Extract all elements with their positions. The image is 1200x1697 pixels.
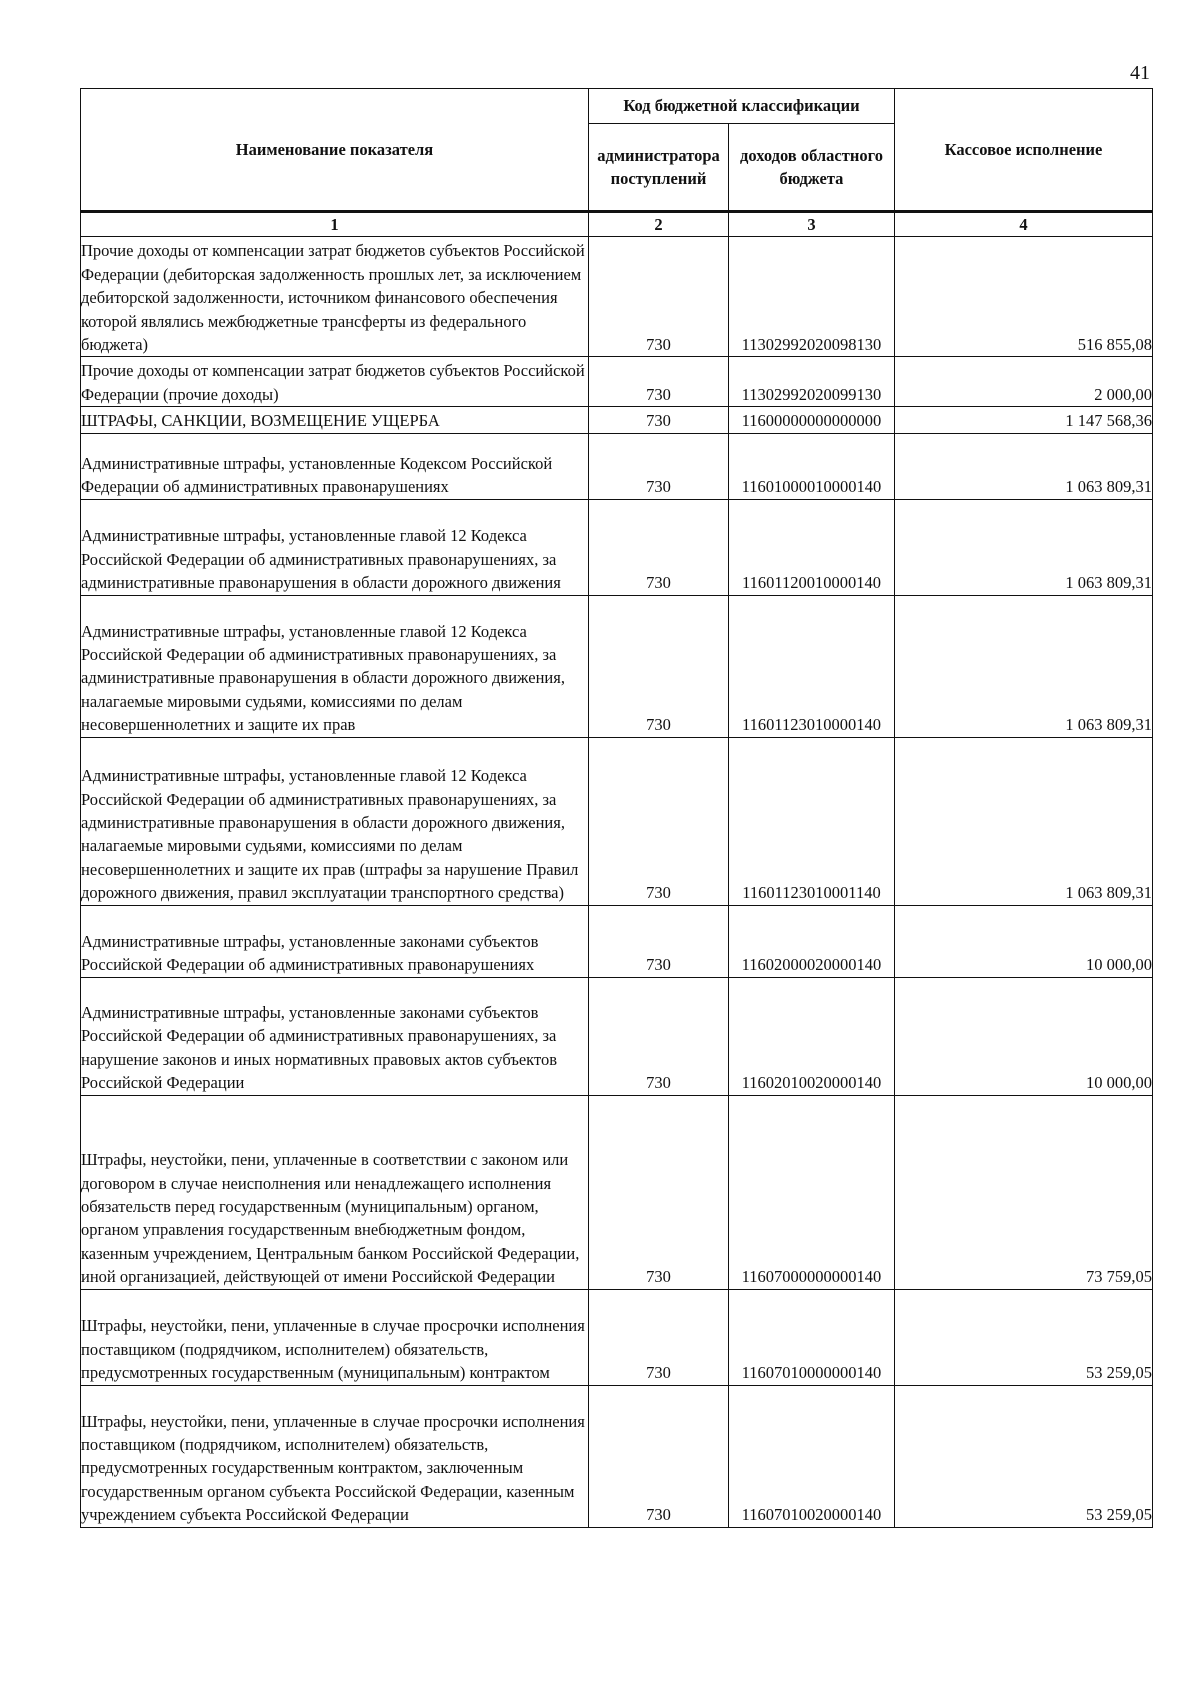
table-row [81, 499, 1153, 595]
row-amount: 1 063 809,31 [895, 499, 1153, 595]
row-name: Административные штрафы, установленные законами субъектов Российской Федерации об административных правонарушениях, за нарушение законов и иных нормативных правовых актов субъектов Российской Федерации [81, 977, 589, 1095]
row-revenue-code: 11601000010000140 [729, 433, 895, 499]
table-row [81, 905, 1153, 977]
row-amount: 1 063 809,31 [895, 595, 1153, 737]
header-revenue-administrator: администратора поступлений [589, 124, 729, 212]
page-number: 41 [1130, 62, 1150, 84]
row-admin-code: 730 [589, 433, 729, 499]
row-name: Административные штрафы, установленные главой 12 Кодекса Российской Федерации об административных правонарушениях, за административные правонарушения в области дорожного движения, налагаемые мировыми судьями, комиссиями по делам несовершеннолетних и защите их прав [81, 595, 589, 737]
table-row [81, 595, 1153, 737]
row-amount: 1 147 568,36 [895, 407, 1153, 433]
row-revenue-code: 11600000000000000 [729, 407, 895, 433]
row-revenue-code: 11601120010000140 [729, 499, 895, 595]
row-name: Административные штрафы, установленные главой 12 Кодекса Российской Федерации об административных правонарушениях, за административные правонарушения в области дорожного движения [81, 499, 589, 595]
table-row [81, 357, 1153, 407]
row-admin-code: 730 [589, 737, 729, 905]
row-amount: 53 259,05 [895, 1385, 1153, 1527]
row-name: Штрафы, неустойки, пени, уплаченные в случае просрочки исполнения поставщиком (подрядчиком, исполнителем) обязательств, предусмотренных государственным контрактом, заключенным государственным органом субъекта Российской Федерации, казенным учреждением субъекта Российской Федерации [81, 1385, 589, 1527]
table-row [81, 1385, 1153, 1527]
row-name: Административные штрафы, установленные главой 12 Кодекса Российской Федерации об административных правонарушениях, за административные правонарушения в области дорожного движения, налагаемые мировыми судьями, комиссиями по делам несовершеннолетних и защите их прав (штрафы за нарушение Правил дорожного движения, правил эксплуатации транспортного средства) [81, 737, 589, 905]
table-row [81, 237, 1153, 357]
column-number-1: 1 [81, 212, 589, 237]
row-revenue-code: 11602000020000140 [729, 905, 895, 977]
row-amount: 1 063 809,31 [895, 737, 1153, 905]
row-name: ШТРАФЫ, САНКЦИИ, ВОЗМЕЩЕНИЕ УЩЕРБА [81, 407, 589, 433]
budget-revenue-table [80, 88, 1153, 1528]
row-amount: 10 000,00 [895, 977, 1153, 1095]
table-row [81, 1095, 1153, 1289]
row-admin-code: 730 [589, 1289, 729, 1385]
row-name: Прочие доходы от компенсации затрат бюджетов субъектов Российской Федерации (прочие доходы) [81, 357, 589, 407]
row-name: Административные штрафы, установленные Кодексом Российской Федерации об административных правонарушениях [81, 433, 589, 499]
column-number-4: 4 [895, 212, 1153, 237]
row-name: Административные штрафы, установленные законами субъектов Российской Федерации об административных правонарушениях [81, 905, 589, 977]
row-admin-code: 730 [589, 407, 729, 433]
row-name: Прочие доходы от компенсации затрат бюджетов субъектов Российской Федерации (дебиторская задолженность прошлых лет, за исключением дебиторской задолженности, источником финансового обеспечения которой являлись межбюджетные трансферты из федерального бюджета) [81, 237, 589, 357]
row-amount: 516 855,08 [895, 237, 1153, 357]
table-row [81, 1289, 1153, 1385]
row-revenue-code: 11302992020098130 [729, 237, 895, 357]
table-row [81, 407, 1153, 433]
row-revenue-code: 11602010020000140 [729, 977, 895, 1095]
row-admin-code: 730 [589, 499, 729, 595]
row-amount: 73 759,05 [895, 1095, 1153, 1289]
row-revenue-code: 11607000000000140 [729, 1095, 895, 1289]
row-admin-code: 730 [589, 1095, 729, 1289]
row-revenue-code: 11601123010001140 [729, 737, 895, 905]
column-number-2: 2 [589, 212, 729, 237]
table-row [81, 737, 1153, 905]
table-row [81, 977, 1153, 1095]
header-indicator-name: Наименование показателя [81, 89, 589, 212]
row-admin-code: 730 [589, 237, 729, 357]
row-name: Штрафы, неустойки, пени, уплаченные в случае просрочки исполнения поставщиком (подрядчиком, исполнителем) обязательств, предусмотренных государственным (муниципальным) контрактом [81, 1289, 589, 1385]
row-amount: 2 000,00 [895, 357, 1153, 407]
row-admin-code: 730 [589, 1385, 729, 1527]
row-admin-code: 730 [589, 905, 729, 977]
row-revenue-code: 11607010020000140 [729, 1385, 895, 1527]
row-revenue-code: 11607010000000140 [729, 1289, 895, 1385]
row-revenue-code: 11302992020099130 [729, 357, 895, 407]
row-admin-code: 730 [589, 357, 729, 407]
header-cash-execution: Кассовое исполнение [895, 89, 1153, 212]
row-amount: 1 063 809,31 [895, 433, 1153, 499]
row-amount: 10 000,00 [895, 905, 1153, 977]
row-amount: 53 259,05 [895, 1289, 1153, 1385]
header-regional-budget-revenue: доходов областного бюджета [729, 124, 895, 212]
row-revenue-code: 11601123010000140 [729, 595, 895, 737]
row-name: Штрафы, неустойки, пени, уплаченные в соответствии с законом или договором в случае неисполнения или ненадлежащего исполнения обязательств перед государственным (муниципальным) органом, органом управления государственным внебюджетным фондом, казенным учреждением, Центральным банком Российской Федерации, иной организацией, действующей от имени Российской Федерации [81, 1095, 589, 1289]
row-admin-code: 730 [589, 595, 729, 737]
header-budget-classification-code: Код бюджетной классификации [589, 89, 895, 124]
column-number-3: 3 [729, 212, 895, 237]
table-row [81, 433, 1153, 499]
row-admin-code: 730 [589, 977, 729, 1095]
